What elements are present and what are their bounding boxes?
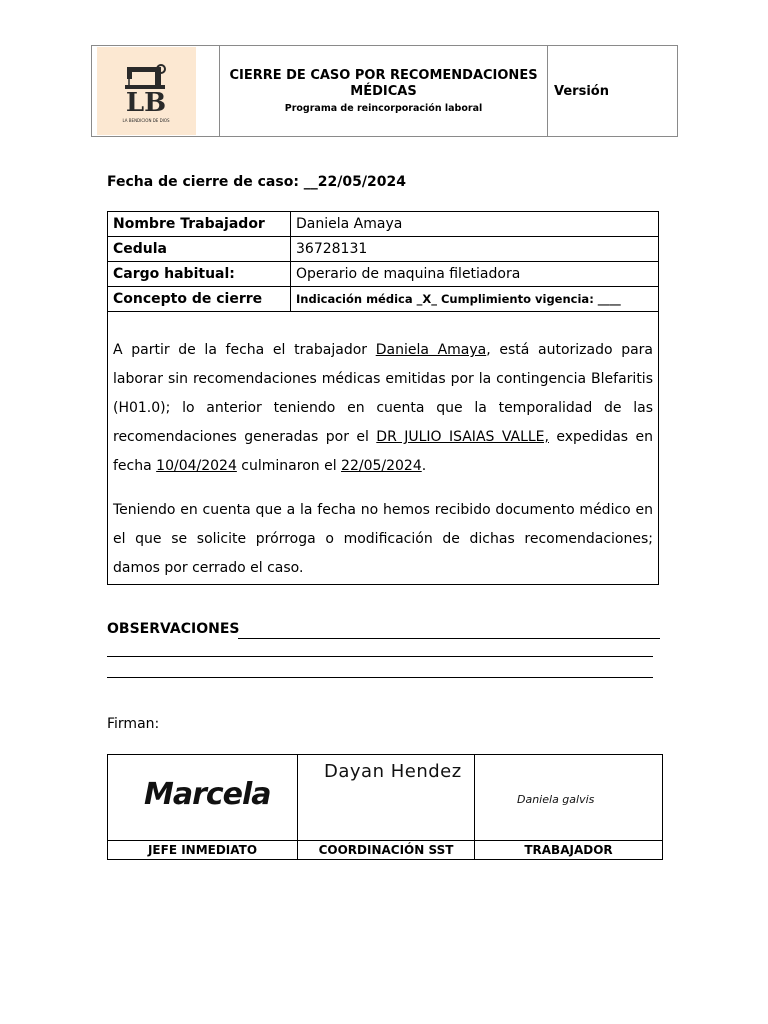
body-paragraph-2: Teniendo en cuenta que a la fecha no hemos recibido documento médico en el que se solicite prórroga o modificación de dichas recomendaciones; damos por cerrado el caso. — [113, 502, 653, 576]
table-row — [108, 287, 659, 312]
signature-area — [108, 755, 297, 841]
signature-role: JEFE INMEDIATO — [108, 840, 297, 859]
row-label: Cargo habitual: — [108, 262, 291, 287]
issued-date: 10/04/2024 — [156, 458, 237, 474]
table-row — [108, 212, 659, 237]
row-value: Daniela Amaya — [291, 212, 659, 237]
body-paragraph-1: A partir de la fecha el trabajador Daniela Amaya, está autorizado para laborar sin recomendaciones médicas emitidas por la contingencia Blefaritis (H01.0); lo anterior teniendo en cuenta que la temporalidad de las recomendaciones generadas por el DR JULIO ISAIAS VALLE, expedidas en fecha 10/04/2024 culminaron el 22/05/2024. — [113, 342, 654, 474]
doctor-name: DR JULIO ISAIAS VALLE, — [376, 429, 549, 445]
signature-role: COORDINACIÓN SST — [298, 840, 474, 859]
signature-cell-worker — [475, 755, 662, 859]
version-cell — [548, 46, 677, 136]
observations-line — [107, 656, 653, 657]
closing-date: Fecha de cierre de caso: __22/05/2024 — [107, 174, 406, 190]
table-row — [108, 237, 659, 262]
signature-cell-supervisor — [108, 755, 298, 859]
svg-text:LA BENDICION DE DIOS: LA BENDICION DE DIOS — [122, 118, 170, 123]
document-subtitle: Programa de reincorporación laboral — [284, 103, 483, 114]
row-value: Indicación médica _X_ Cumplimiento vigencia: ____ — [291, 287, 659, 312]
signature-table — [107, 754, 663, 860]
signature-area — [475, 755, 662, 841]
document-title: CIERRE DE CASO POR RECOMENDACIONES MÉDICAS — [229, 68, 538, 99]
row-value: 36728131 — [291, 237, 659, 262]
signature-role: TRABAJADOR — [475, 840, 662, 859]
signature-cell-sst — [298, 755, 475, 859]
observations-line — [238, 638, 660, 639]
document-header — [91, 45, 678, 137]
observations-label: OBSERVACIONES — [107, 621, 240, 637]
signers-label: Firman: — [107, 716, 160, 732]
logo-cell — [92, 46, 220, 136]
signature-supervisor: Marcela — [144, 777, 271, 812]
end-date: 22/05/2024 — [341, 458, 422, 474]
observations-line — [107, 677, 653, 678]
company-logo — [97, 47, 196, 135]
signature-worker: Daniela galvis — [517, 793, 595, 806]
title-cell — [220, 46, 548, 136]
signature-area — [298, 755, 474, 841]
worker-info-table — [107, 211, 659, 312]
worker-name: Daniela Amaya — [375, 342, 487, 358]
svg-text:LB: LB — [125, 88, 167, 118]
row-label: Cedula — [108, 237, 291, 262]
signature-sst: Dayan Hendez — [324, 761, 462, 782]
version-label: Versión — [554, 83, 609, 99]
row-value: Operario de maquina filetiadora — [291, 262, 659, 287]
row-label: Concepto de cierre — [108, 287, 291, 312]
case-body — [107, 312, 659, 585]
table-row — [108, 262, 659, 287]
sewing-machine-logo-icon — [97, 47, 196, 135]
row-label: Nombre Trabajador — [108, 212, 291, 237]
